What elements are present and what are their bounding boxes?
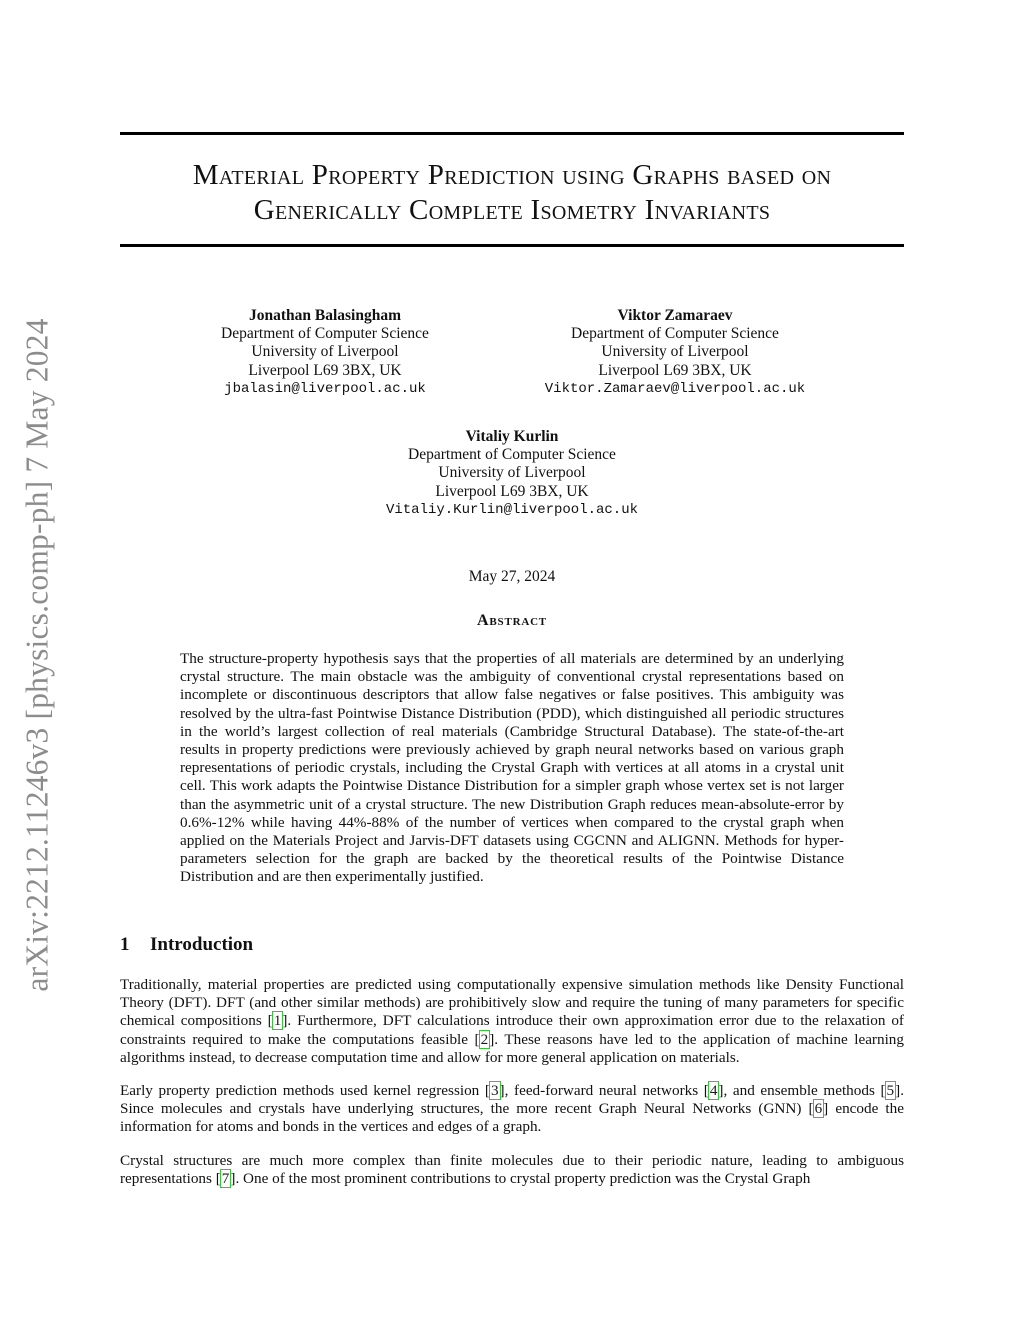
author-department: Department of Computer Science bbox=[221, 325, 429, 343]
citation-link[interactable]: 1 bbox=[273, 1012, 282, 1030]
paragraph: Traditionally, material properties are predicted using computationally expensive simulation methods like Density Functional Theory (DFT). DFT (and other similar methods) are prohibitively slow and require the tuning of many parameters for specific chemical compositions [1]. Furthermore, DFT calculations introduce their own approximation error due to the relaxation of constraints required to make the computations feasible [2]. These reasons have led to the application of machine learning algorithms instead, to decrease computation time and allow for more general application on materials. bbox=[120, 976, 904, 1066]
title-line-2: Generically Complete Isometry Invariants bbox=[253, 194, 771, 226]
paragraph-text: Crystal structures are much more complex than finite molecules due to their periodic nature, leading to ambiguous representations bbox=[120, 1151, 904, 1187]
author-department: Department of Computer Science bbox=[571, 325, 779, 343]
paragraph-text: Early property prediction methods used kernel regression bbox=[120, 1082, 485, 1100]
section-heading bbox=[120, 934, 253, 956]
paragraph-text: . One of the most prominent contributions to crystal property prediction was the Crystal Graph bbox=[235, 1169, 811, 1187]
author-email[interactable]: Vitaliy.Kurlin@liverpool.ac.uk bbox=[385, 501, 639, 518]
title-line-1: Material Property Prediction using Graphs based on bbox=[192, 159, 832, 191]
author-block-1 bbox=[175, 307, 475, 398]
paragraph-text: . Since molecules and crystals have underlying structures, the more recent Graph Neural Networks (GNN) bbox=[120, 1082, 904, 1118]
citation-link[interactable]: 3 bbox=[490, 1082, 499, 1100]
author-name: Jonathan Balasingham bbox=[248, 307, 402, 324]
author-email[interactable]: jbalasin@liverpool.ac.uk bbox=[224, 380, 426, 397]
author-block-2 bbox=[520, 307, 830, 398]
title-top-rule bbox=[120, 132, 904, 135]
body-text bbox=[120, 976, 904, 1203]
author-email[interactable]: Viktor.Zamaraev@liverpool.ac.uk bbox=[544, 380, 806, 397]
citation-link[interactable]: 2 bbox=[480, 1030, 489, 1048]
author-name: Vitaliy Kurlin bbox=[465, 428, 559, 445]
citation-link[interactable]: 4 bbox=[709, 1082, 718, 1100]
citation-link[interactable]: 5 bbox=[886, 1082, 895, 1100]
paragraph-text: , feed-forward neural networks bbox=[504, 1082, 704, 1100]
paragraph-text: Traditionally, material properties are predicted using computationally expensive simulation methods like Density Functional Theory (DFT). DFT (and other similar methods) are prohibitively slow and require the tuning of many parameters for specific chemical compositions bbox=[120, 976, 904, 1030]
author-block-3 bbox=[362, 428, 662, 519]
arxiv-side-stamp bbox=[10, 290, 66, 1020]
citation-link[interactable]: 7 bbox=[221, 1169, 230, 1187]
paragraph: Crystal structures are much more complex than finite molecules due to their periodic nature, leading to ambiguous representations [7]. One of the most prominent contributions to crystal property prediction was the Crystal Graph bbox=[120, 1151, 904, 1187]
section-title: Introduction bbox=[150, 934, 254, 955]
paragraph: Early property prediction methods used kernel regression [3], feed-forward neural networks [4], and ensemble methods [5]. Since molecules and crystals have underlying structures, the more recent Graph Neural Networks (GNN) [6] encode the information for atoms and bonds in the vertices and edges of a graph. bbox=[120, 1082, 904, 1136]
citation-link[interactable]: 6 bbox=[814, 1100, 823, 1118]
author-department: Department of Computer Science bbox=[408, 446, 616, 464]
author-address: Liverpool L69 3BX, UK bbox=[435, 482, 589, 500]
paragraph-text: . Furthermore, DFT calculations introduce their own approximation error due to the relaxation of constraints required to make the computations feasible bbox=[120, 1012, 904, 1048]
abstract-heading: Abstract bbox=[477, 612, 547, 629]
author-name: Viktor Zamaraev bbox=[617, 307, 733, 324]
paragraph-text: encode the information for atoms and bonds in the vertices and edges of a graph. bbox=[120, 1100, 904, 1136]
author-address: Liverpool L69 3BX, UK bbox=[598, 361, 752, 379]
paper-date: May 27, 2024 bbox=[468, 568, 556, 585]
author-university: University of Liverpool bbox=[601, 343, 749, 361]
author-university: University of Liverpool bbox=[251, 343, 399, 361]
abstract-text: The structure-property hypothesis says that the properties of all materials are determined by an underlying crystal structure. The main obstacle was the ambiguity of conventional crystal representations based on incomplete or discontinuous descriptors that allow false negatives or false positives. This ambiguity was resolved by the ultra-fast Pointwise Distance Distribution (PDD), which distinguished all periodic structures in the world’s largest collection of real materials (Cambridge Structural Database). The state-of-the-art results in property predictions were previously achieved by graph neural networks based on various graph representations of periodic crystals, including the Crystal Graph with vertices at all atoms in a crystal unit cell. This work adapts the Pointwise Distance Distribution for a simpler graph whose vertex set is not larger than the asymmetric unit of a crystal structure. The new Distribution Graph reduces mean-absolute-error by 0.6%-12% while having 44%-88% of the number of vertices when compared to the crystal graph when applied on the Materials Project and Jarvis-DFT datasets using CGCNN and ALIGNN. Methods for hyper-parameters selection for the graph are backed by the theoretical results of the Pointwise Distance Distribution and are then experimentally justified. bbox=[180, 650, 844, 886]
section-number: 1 bbox=[120, 934, 130, 955]
paragraph-text: . These reasons have led to the application of machine learning algorithms instead, to decrease computation time and allow for more general application on materials. bbox=[120, 1030, 904, 1066]
paper-title bbox=[120, 158, 904, 228]
author-university: University of Liverpool bbox=[438, 464, 586, 482]
title-bottom-rule bbox=[120, 244, 904, 247]
arxiv-identifier: arXiv:2212.11246v3 [physics.comp-ph] 7 May 2024 bbox=[20, 318, 55, 992]
author-address: Liverpool L69 3BX, UK bbox=[248, 361, 402, 379]
paragraph-text: , and ensemble methods bbox=[723, 1082, 881, 1100]
